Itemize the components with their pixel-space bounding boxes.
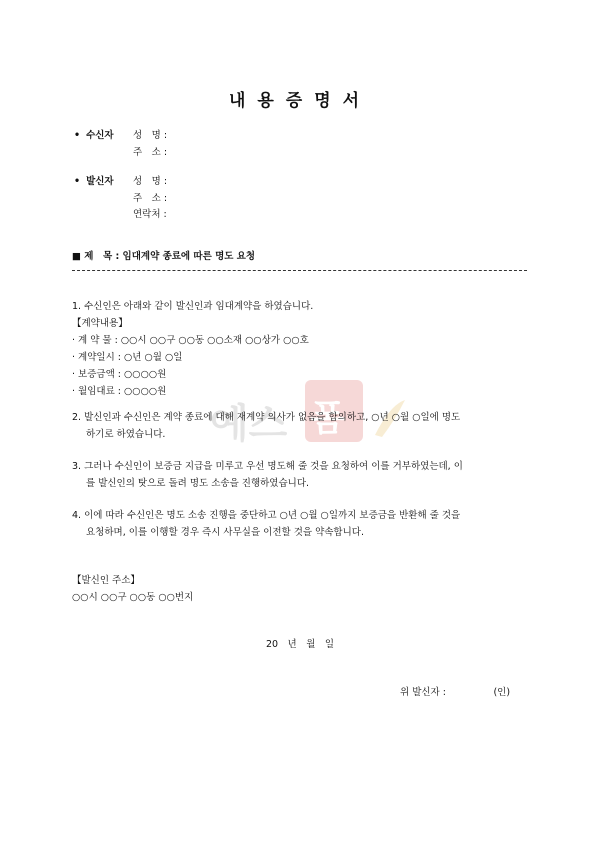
signature-line: 위 발신자 : (인) <box>400 687 511 698</box>
sender-contact-label: 연락처 : <box>133 209 167 220</box>
contract-item: · 월임대료 : ○○○○원 <box>72 386 167 397</box>
paragraph-2-line-2: 하기로 하였습니다. <box>86 429 166 440</box>
paragraph-3-line-2: 를 발신인의 탓으로 돌려 명도 소송을 진행하였습니다. <box>86 478 310 489</box>
svg-text:예스: 예스 <box>210 401 288 447</box>
sender-address-value: ○○시 ○○구 ○○동 ○○번지 <box>72 592 194 603</box>
sender-name-label: 성 명 : <box>133 176 168 187</box>
contract-item: · 보증금액 : ○○○○원 <box>72 369 167 380</box>
receiver-label: • 수신자 <box>74 127 114 141</box>
subject-line: ■ 제 목 : 임대계약 종료에 따른 명도 요청 <box>72 251 256 262</box>
paragraph-1: 1. 수신인은 아래와 같이 발신인과 임대계약을 하였습니다. <box>72 301 314 312</box>
svg-text:폼: 폼 <box>310 398 345 439</box>
contract-item: · 계약일시 : ○년 ○월 ○일 <box>72 352 183 363</box>
paragraph-4-line-1: 4. 이에 따라 수신인은 명도 소송 진행을 중단하고 ○년 ○월 ○일까지 보증금을 반환해 줄 것을 <box>72 510 461 521</box>
document-title: 내용증명서 <box>228 91 372 111</box>
sender-label: • 발신자 <box>74 173 114 187</box>
sender-address-header: 【발신인 주소】 <box>72 575 140 586</box>
receiver-address-label: 주 소 : <box>133 147 168 158</box>
dashed-divider <box>72 270 527 271</box>
paragraph-4-line-2: 요청하며, 이를 이행할 경우 즉시 사무실을 이전할 것을 약속합니다. <box>86 527 364 538</box>
contract-header: 【계약내용】 <box>72 318 128 329</box>
date-line: 20 년 월 일 <box>265 639 335 650</box>
sender-address-label: 주 소 : <box>133 193 168 204</box>
receiver-name-label: 성 명 : <box>133 130 168 141</box>
paragraph-3-line-1: 3. 그러나 수신인이 보증금 지급을 미루고 우선 명도해 줄 것을 요청하여 이를 거부하였는데, 이 <box>72 461 463 472</box>
contract-item: · 계 약 물 : ○○시 ○○구 ○○동 ○○소재 ○○상가 ○○호 <box>72 335 309 346</box>
paragraph-2-line-1: 2. 발신인과 수신인은 계약 종료에 대해 재계약 의사가 없음을 합의하고, ○년 ○월 ○일에 명도 <box>72 412 461 423</box>
